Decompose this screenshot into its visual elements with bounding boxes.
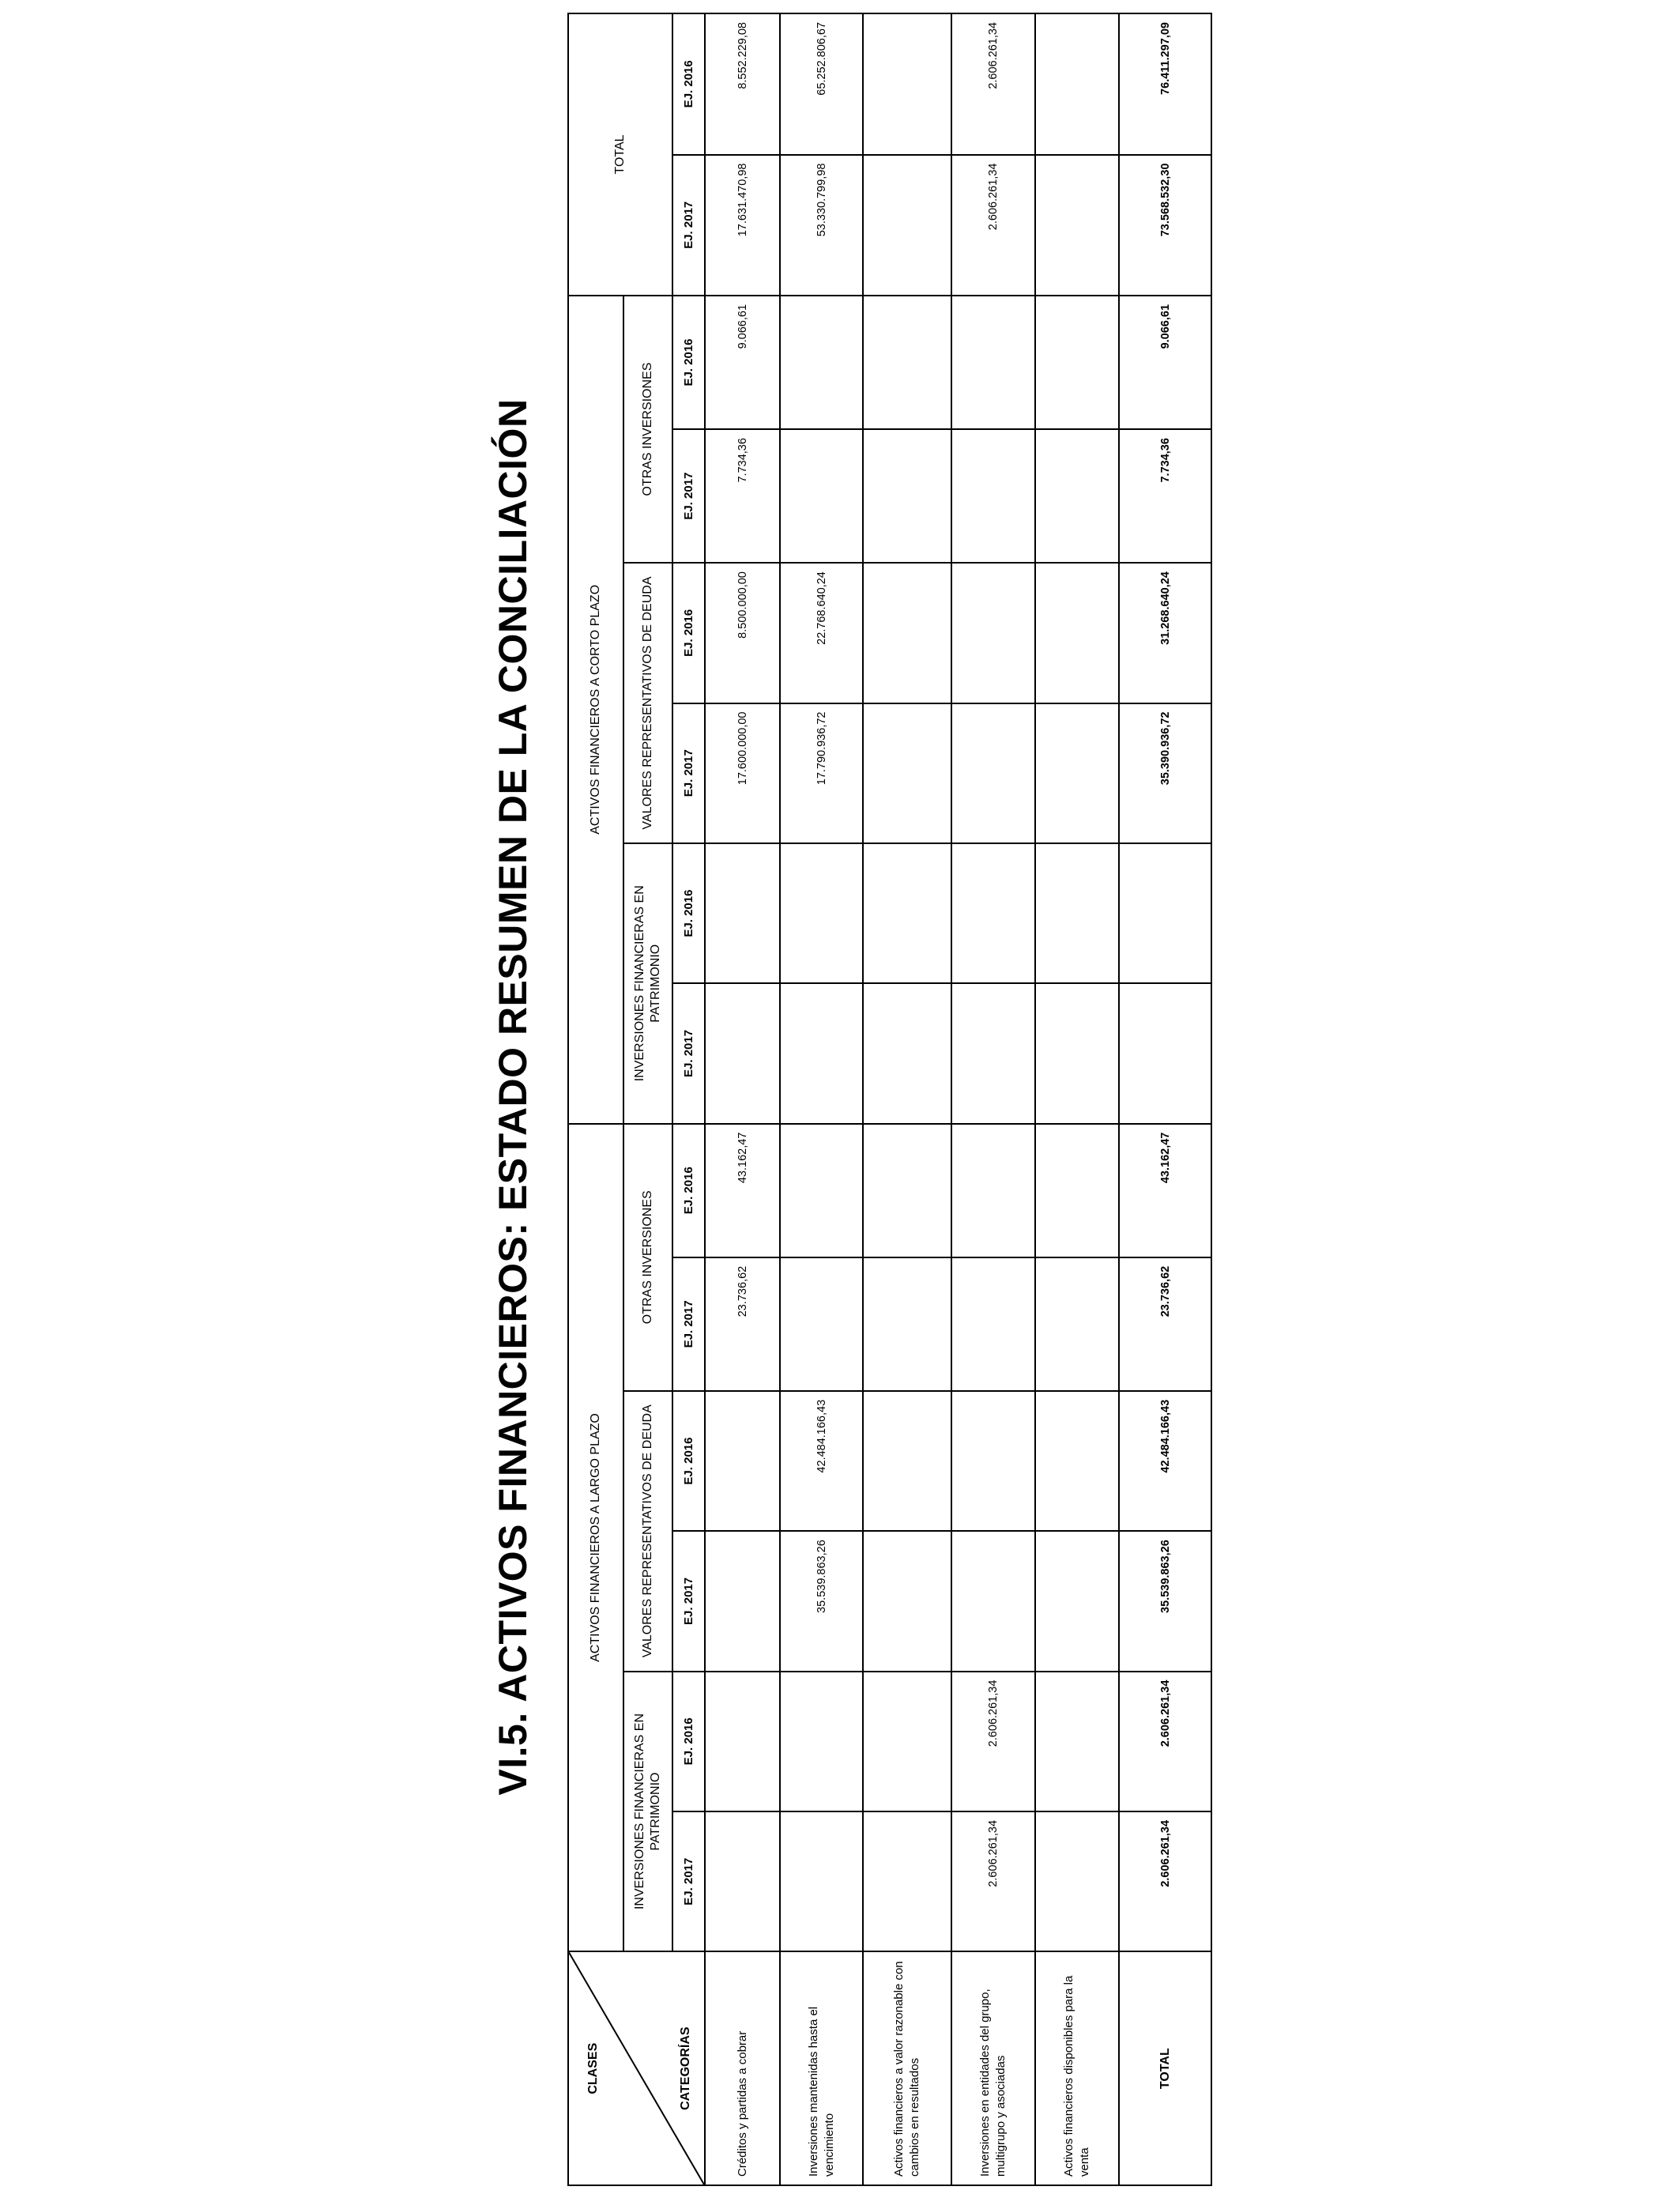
row-label: Inversiones mantenidas hasta el vencimiento bbox=[780, 1951, 863, 2185]
value-cell: 2.606.261,34 bbox=[951, 1811, 1035, 1951]
value-cell bbox=[1035, 1391, 1119, 1531]
value-cell bbox=[863, 1391, 951, 1531]
value-cell bbox=[705, 983, 780, 1123]
year-header: EJ. 2016 bbox=[672, 1124, 705, 1257]
value-cell bbox=[705, 843, 780, 983]
value-cell: 23.736,62 bbox=[705, 1257, 780, 1391]
value-cell bbox=[951, 843, 1035, 983]
value-cell bbox=[951, 983, 1035, 1123]
clases-label: CLASES bbox=[586, 2042, 600, 2094]
total-value-cell: 31.268.640,24 bbox=[1119, 563, 1211, 703]
table-row-total bbox=[1119, 13, 1211, 2185]
value-cell bbox=[780, 1672, 863, 1811]
total-value-cell: 35.539.863,26 bbox=[1119, 1531, 1211, 1671]
value-cell bbox=[1035, 703, 1119, 843]
value-cell bbox=[863, 1124, 951, 1257]
year-header: EJ. 2017 bbox=[672, 703, 705, 843]
table-row-activos-valor-razonable bbox=[863, 13, 951, 2185]
subgroup-header-lp-patrimonio: INVERSIONES FINANCIERAS EN PATRIMONIO bbox=[623, 1672, 672, 1952]
total-value-cell: 76.411.297,09 bbox=[1119, 13, 1211, 155]
value-cell bbox=[863, 1672, 951, 1811]
table-row-inversiones-grupo bbox=[951, 13, 1035, 2185]
group-header-total: TOTAL bbox=[568, 13, 672, 296]
value-cell bbox=[1035, 13, 1119, 155]
value-cell: 2.606.261,34 bbox=[951, 13, 1035, 155]
value-cell bbox=[951, 429, 1035, 563]
value-cell bbox=[863, 843, 951, 983]
total-value-cell: 7.734,36 bbox=[1119, 429, 1211, 563]
total-value-cell bbox=[1119, 843, 1211, 983]
value-cell: 65.252.806,67 bbox=[780, 13, 863, 155]
value-cell: 2.606.261,34 bbox=[951, 1672, 1035, 1811]
total-value-cell: 42.484.166,43 bbox=[1119, 1391, 1211, 1531]
group-header-largo-plazo: ACTIVOS FINANCIEROS A LARGO PLAZO bbox=[568, 1124, 623, 1952]
subgroup-header-cp-deuda: VALORES REPRESENTATIVOS DE DEUDA bbox=[623, 563, 672, 843]
value-cell bbox=[1035, 1124, 1119, 1257]
value-cell bbox=[780, 1257, 863, 1391]
value-cell bbox=[1035, 155, 1119, 296]
value-cell bbox=[1035, 296, 1119, 429]
value-cell bbox=[780, 843, 863, 983]
value-cell: 9.066,61 bbox=[705, 296, 780, 429]
year-header: EJ. 2017 bbox=[672, 983, 705, 1123]
value-cell: 42.484.166,43 bbox=[780, 1391, 863, 1531]
value-cell bbox=[705, 1811, 780, 1951]
header-corner-cell bbox=[568, 1951, 705, 2185]
value-cell bbox=[863, 563, 951, 703]
value-cell bbox=[705, 1531, 780, 1671]
value-cell: 7.734,36 bbox=[705, 429, 780, 563]
row-label: Activos financieros disponibles para la venta bbox=[1035, 1951, 1119, 2185]
year-header: EJ. 2016 bbox=[672, 13, 705, 155]
year-header: EJ. 2017 bbox=[672, 1811, 705, 1951]
value-cell bbox=[951, 1531, 1035, 1671]
year-header: EJ. 2016 bbox=[672, 563, 705, 703]
value-cell bbox=[780, 429, 863, 563]
value-cell bbox=[1035, 1672, 1119, 1811]
page-title: VI.5. ACTIVOS FINANCIEROS: ESTADO RESUMEN DE LA CONCILIACIÓN bbox=[491, 398, 535, 1796]
value-cell bbox=[863, 1811, 951, 1951]
total-value-cell: 2.606.261,34 bbox=[1119, 1672, 1211, 1811]
table-row-activos-disponibles-venta bbox=[1035, 13, 1119, 2185]
value-cell: 17.631.470,98 bbox=[705, 155, 780, 296]
value-cell: 8.552.229,08 bbox=[705, 13, 780, 155]
value-cell bbox=[951, 296, 1035, 429]
value-cell bbox=[780, 1124, 863, 1257]
year-header: EJ. 2017 bbox=[672, 1531, 705, 1671]
value-cell bbox=[951, 703, 1035, 843]
reconciliation-table bbox=[567, 13, 1212, 2186]
value-cell bbox=[863, 296, 951, 429]
year-header: EJ. 2016 bbox=[672, 843, 705, 983]
value-cell: 17.600.000,00 bbox=[705, 703, 780, 843]
subgroup-header-lp-otras: OTRAS INVERSIONES bbox=[623, 1124, 672, 1391]
value-cell bbox=[780, 296, 863, 429]
group-header-corto-plazo: ACTIVOS FINANCIEROS A CORTO PLAZO bbox=[568, 296, 623, 1124]
row-label: Activos financieros a valor razonable con cambios en resultados bbox=[863, 1951, 951, 2185]
total-value-cell: 9.066,61 bbox=[1119, 296, 1211, 429]
table-row-inversiones-vencimiento bbox=[780, 13, 863, 2185]
value-cell bbox=[1035, 1531, 1119, 1671]
value-cell: 8.500.000,00 bbox=[705, 563, 780, 703]
value-cell bbox=[705, 1672, 780, 1811]
total-value-cell: 35.390.936,72 bbox=[1119, 703, 1211, 843]
value-cell bbox=[863, 1531, 951, 1671]
value-cell bbox=[863, 983, 951, 1123]
value-cell bbox=[780, 1811, 863, 1951]
value-cell: 2.606.261,34 bbox=[951, 155, 1035, 296]
subgroup-header-cp-patrimonio: INVERSIONES FINANCIERAS EN PATRIMONIO bbox=[623, 843, 672, 1124]
year-header: EJ. 2017 bbox=[672, 429, 705, 563]
value-cell bbox=[1035, 429, 1119, 563]
value-cell bbox=[951, 1257, 1035, 1391]
value-cell bbox=[1035, 563, 1119, 703]
year-header: EJ. 2016 bbox=[672, 1672, 705, 1811]
value-cell bbox=[780, 983, 863, 1123]
total-value-cell: 43.162,47 bbox=[1119, 1124, 1211, 1257]
value-cell: 22.768.640,24 bbox=[780, 563, 863, 703]
total-value-cell: 73.568.532,30 bbox=[1119, 155, 1211, 296]
value-cell bbox=[863, 703, 951, 843]
total-value-cell: 23.736,62 bbox=[1119, 1257, 1211, 1391]
value-cell bbox=[863, 429, 951, 563]
table-row-creditos-partidas bbox=[705, 13, 780, 2185]
value-cell: 53.330.799,98 bbox=[780, 155, 863, 296]
value-cell bbox=[863, 13, 951, 155]
categorias-label: CATEGORÍAS bbox=[679, 2026, 692, 2110]
row-label: Créditos y partidas a cobrar bbox=[705, 1951, 780, 2185]
total-value-cell: 2.606.261,34 bbox=[1119, 1811, 1211, 1951]
subgroup-header-lp-deuda: VALORES REPRESENTATIVOS DE DEUDA bbox=[623, 1391, 672, 1672]
value-cell bbox=[1035, 1257, 1119, 1391]
value-cell bbox=[951, 1124, 1035, 1257]
row-label: Inversiones en entidades del grupo, multigrupo y asociadas bbox=[951, 1951, 1035, 2185]
year-header: EJ. 2017 bbox=[672, 1257, 705, 1391]
value-cell bbox=[863, 155, 951, 296]
value-cell bbox=[1035, 1811, 1119, 1951]
value-cell bbox=[951, 563, 1035, 703]
year-header: EJ. 2016 bbox=[672, 296, 705, 429]
value-cell bbox=[705, 1391, 780, 1531]
total-label: TOTAL bbox=[1119, 1951, 1211, 2185]
value-cell bbox=[1035, 843, 1119, 983]
year-header: EJ. 2017 bbox=[672, 155, 705, 296]
value-cell: 35.539.863,26 bbox=[780, 1531, 863, 1671]
table-body bbox=[705, 13, 1211, 2185]
value-cell bbox=[951, 1391, 1035, 1531]
value-cell bbox=[1035, 983, 1119, 1123]
value-cell: 43.162,47 bbox=[705, 1124, 780, 1257]
year-header: EJ. 2016 bbox=[672, 1391, 705, 1531]
subgroup-header-cp-otras: OTRAS INVERSIONES bbox=[623, 296, 672, 563]
total-value-cell bbox=[1119, 983, 1211, 1123]
value-cell: 17.790.936,72 bbox=[780, 703, 863, 843]
value-cell bbox=[863, 1257, 951, 1391]
